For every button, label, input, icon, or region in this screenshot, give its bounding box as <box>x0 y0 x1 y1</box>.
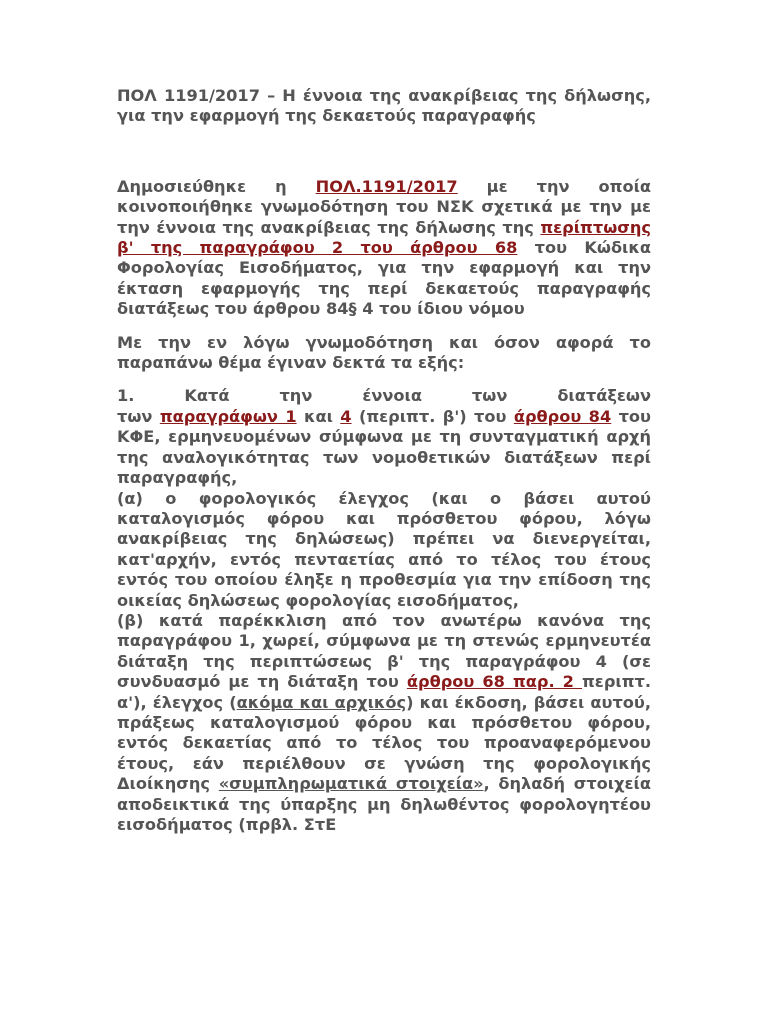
summary-paragraph: Με την εν λόγω γνωμοδότηση και όσον αφορά το παραπάνω θέμα έγιναν δεκτά τα εξής: <box>117 332 651 373</box>
article-title: ΠΟΛ 1191/2017 – Η έννοια της ανακρίβειας της δήλωσης, για την εφαρμογή της δεκαετούς παραγραφής <box>117 86 651 126</box>
link-paragraphs-1[interactable]: παραγράφων 1 <box>159 406 297 426</box>
text: με την οποία κοινοποιήθηκε γνωμοδότηση του ΝΣΚ σχετικά με την με την έννοια της ανακρίβειας της δήλωσης της <box>117 176 651 237</box>
link-even-initial[interactable]: ακόμα και αρχικός <box>236 692 407 712</box>
text: Δημοσιεύθηκε η <box>117 176 316 196</box>
text: του ΚΦΕ, ερμηνευομένων σύμφωνα με τη συνταγματική αρχή της αναλογικότητας των νομοθετικών διατάξεων περί παραγραφής, <box>117 406 651 488</box>
text: ) και έκδοση, βάσει αυτού, πράξεως καταλογισμού φόρου και πρόσθετου φόρου, εντός δεκαετίας από το τέλος του προαναφερόμενου έτους, εάν περιέλθουν σε γνώση της φορολογικής Διοίκησης <box>117 692 652 794</box>
text: (περιπτ. β') του <box>351 406 514 426</box>
link-supplementary-data[interactable]: «συμπληρωματικά στοιχεία» <box>218 774 484 794</box>
link-article-68-par-2b[interactable]: άρθρου 68 παρ. 2 <box>406 672 582 692</box>
link-pol-1191-2017[interactable]: ΠΟΛ.1191/2017 <box>315 176 458 196</box>
text: (α) ο φορολογικός έλεγχος (και ο βάσει αυτού καταλογισμός φόρου και πρόσθετου φόρου, λόγω ανακρίβειας της δηλώσεως) πρέπει να διενεργείται, κατ'αρχήν, εντός πενταετίας από το τέλος του έτους εντός του οποίου έληξε η προθεσμία για την επίδοση της οικείας δηλώσεως φορολογίας εισοδήματος, <box>117 488 651 610</box>
link-article-84[interactable]: άρθρου 84 <box>513 406 612 426</box>
link-paragraph-4[interactable]: 4 <box>340 406 352 426</box>
point-1-heading: 1. Κατά την έννοια των διατάξεων <box>117 386 651 406</box>
intro-paragraph <box>117 177 651 320</box>
text: του Κώδικα Φορολογίας Εισοδήματος, για την εφαρμογή και την έκταση εφαρμογής της περί δεκαετούς παραγραφής διατάξεως του άρθρου 84§ 4 του ίδιου νόμου <box>117 238 651 319</box>
article <box>117 86 651 835</box>
text: των <box>117 406 160 426</box>
text: (β) κατά παρέκκλιση από τον ανωτέρω κανόνα της παραγράφου 1, χωρεί, σύμφωνα με τη στενώς ερμηνευτέα διάταξη της περιπτώσεως β' της παραγράφου 4 (σε συνδυασμό με τη διάταξη του <box>117 610 651 692</box>
point-1-paragraph <box>117 386 651 835</box>
text: και <box>296 406 341 426</box>
text: περιπτ. α'), έλεγχος ( <box>117 672 651 712</box>
text: , δηλαδή στοιχεία αποδεικτικά της ύπαρξης μη δηλωθέντος φορολογητέου εισοδήματος (πρβλ. ΣτΕ <box>117 774 651 834</box>
link-article-68-par-2[interactable]: περίπτωσης β' της παραγράφου 2 του άρθρου 68 <box>117 217 651 258</box>
